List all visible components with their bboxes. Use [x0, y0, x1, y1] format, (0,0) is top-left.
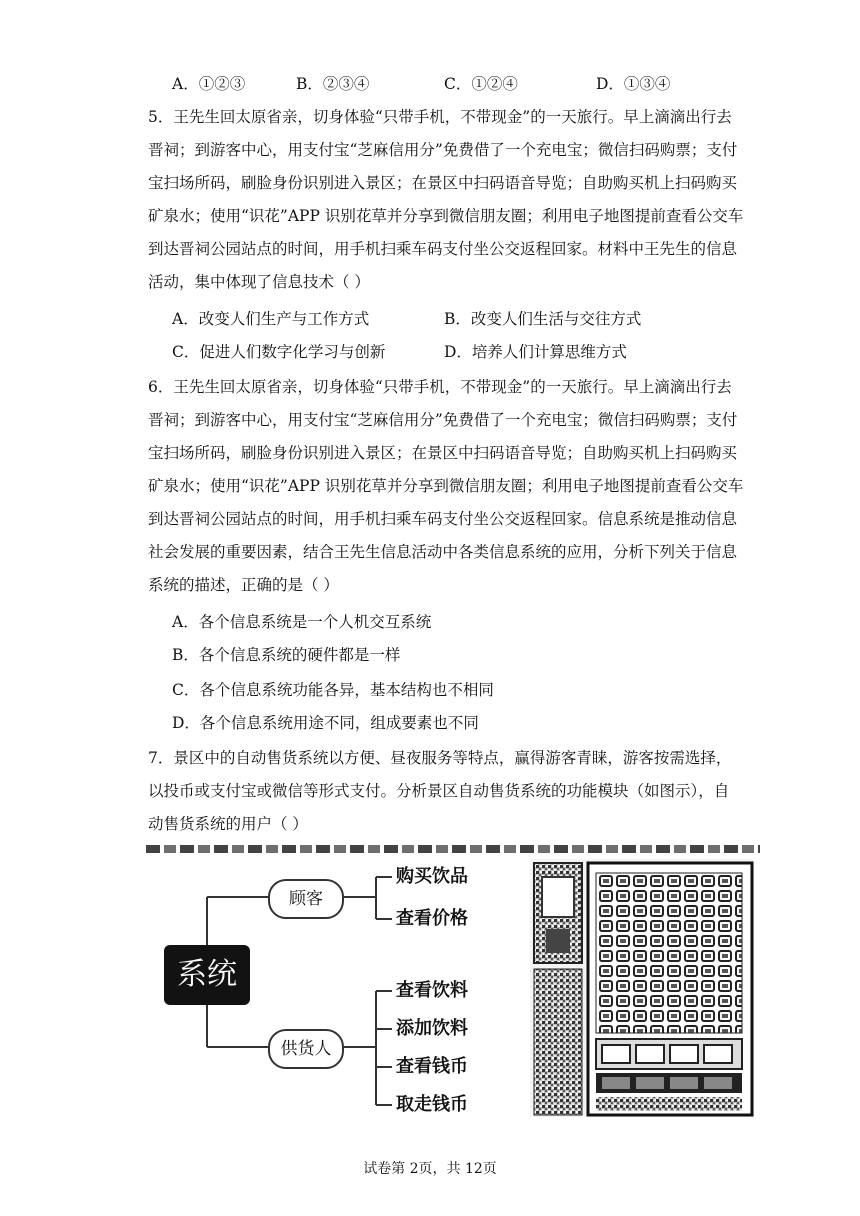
q5-line: 晋祠；到游客中心，用支付宝“芝麻信用分”免费借了一个充电宝；微信扫码购票；支付: [148, 141, 738, 159]
vending-system-figure: [146, 845, 760, 1121]
prev-option-a: A．①②③: [172, 75, 246, 93]
q5-option-b: B．改变人们生活与交往方式: [444, 310, 642, 328]
q6-option-c: C．各个信息系统功能各异，基本结构也不相同: [172, 681, 494, 699]
q5-line: 宝扫场所码，刷脸身份识别进入景区；在景区中扫码语音导览；自助购买机上扫码购买: [148, 174, 738, 192]
q6-line: 宝扫场所码，刷脸身份识别进入景区；在景区中扫码语音导览；自助购买机上扫码购买: [148, 444, 738, 462]
q6-line: 矿泉水；使用“识花”APP 识别花草并分享到微信朋友圈；利用电子地图提前查看公交车: [148, 477, 744, 495]
page-footer: 试卷第 2页，共 12页: [363, 1161, 497, 1177]
q5-line: 5．王先生回太原省亲，切身体验“只带手机，不带现金”的一天旅行。早上滴滴出行去: [148, 108, 732, 126]
vending-machine-image: [530, 859, 754, 1117]
customer-node: 顾客: [268, 879, 344, 919]
leaf-buy-drinks: 购买饮品: [396, 866, 468, 887]
leaf-check-price: 查看价格: [396, 908, 468, 929]
q6-option-a: A．各个信息系统是一个人机交互系统: [172, 613, 432, 631]
q6-option-b: B．各个信息系统的硬件都是一样: [172, 646, 401, 664]
q7-line: 以投币或支付宝或微信等形式支付。分析景区自动售货系统的功能模块（如图示），自: [148, 782, 730, 800]
q7-line: 7．景区中的自动售货系统以方便、昼夜服务等特点，赢得游客青睐，游客按需选择，: [148, 749, 732, 767]
prev-option-d: D．①③④: [596, 75, 671, 93]
supplier-node: 供货人: [268, 1029, 344, 1069]
q5-line: 矿泉水；使用“识花”APP 识别花草并分享到微信朋友圈；利用电子地图提前查看公交车: [148, 207, 744, 225]
q6-line: 到达晋祠公园站点的时间，用手机扫乘车码支付坐公交返程回家。信息系统是推动信息: [148, 510, 738, 528]
leaf-remove-coins: 取走钱币: [396, 1094, 468, 1115]
q6-line: 晋祠；到游客中心，用支付宝“芝麻信用分”免费借了一个充电宝；微信扫码购票；支付: [148, 411, 738, 429]
prev-option-c: C．①②④: [444, 75, 518, 93]
prev-option-b: B．②③④: [296, 75, 370, 93]
q6-line: 社会发展的重要因素，结合王先生信息活动中各类信息系统的应用，分析下列关于信息: [148, 543, 738, 561]
q5-option-c: C．促进人们数字化学习与创新: [172, 343, 386, 361]
q5-option-d: D．培养人们计算思维方式: [444, 343, 627, 361]
q5-line: 到达晋祠公园站点的时间，用手机扫乘车码支付坐公交返程回家。材料中王先生的信息: [148, 240, 738, 258]
q6-option-d: D．各个信息系统用途不同，组成要素也不同: [172, 714, 479, 732]
leaf-check-drinks: 查看饮料: [396, 980, 468, 1001]
leaf-add-drinks: 添加饮料: [396, 1018, 468, 1039]
q6-line: 6．王先生回太原省亲，切身体验“只带手机，不带现金”的一天旅行。早上滴滴出行去: [148, 378, 732, 396]
q5-option-a: A．改变人们生产与工作方式: [172, 310, 370, 328]
q7-line: 动售货系统的用户（ ）: [148, 815, 308, 833]
leaf-check-coins: 查看钱币: [396, 1056, 468, 1077]
q6-line: 系统的描述，正确的是（ ）: [148, 576, 339, 594]
system-root-node: 系统: [164, 945, 250, 1005]
q5-line: 活动，集中体现了信息技术（ ）: [148, 273, 370, 291]
